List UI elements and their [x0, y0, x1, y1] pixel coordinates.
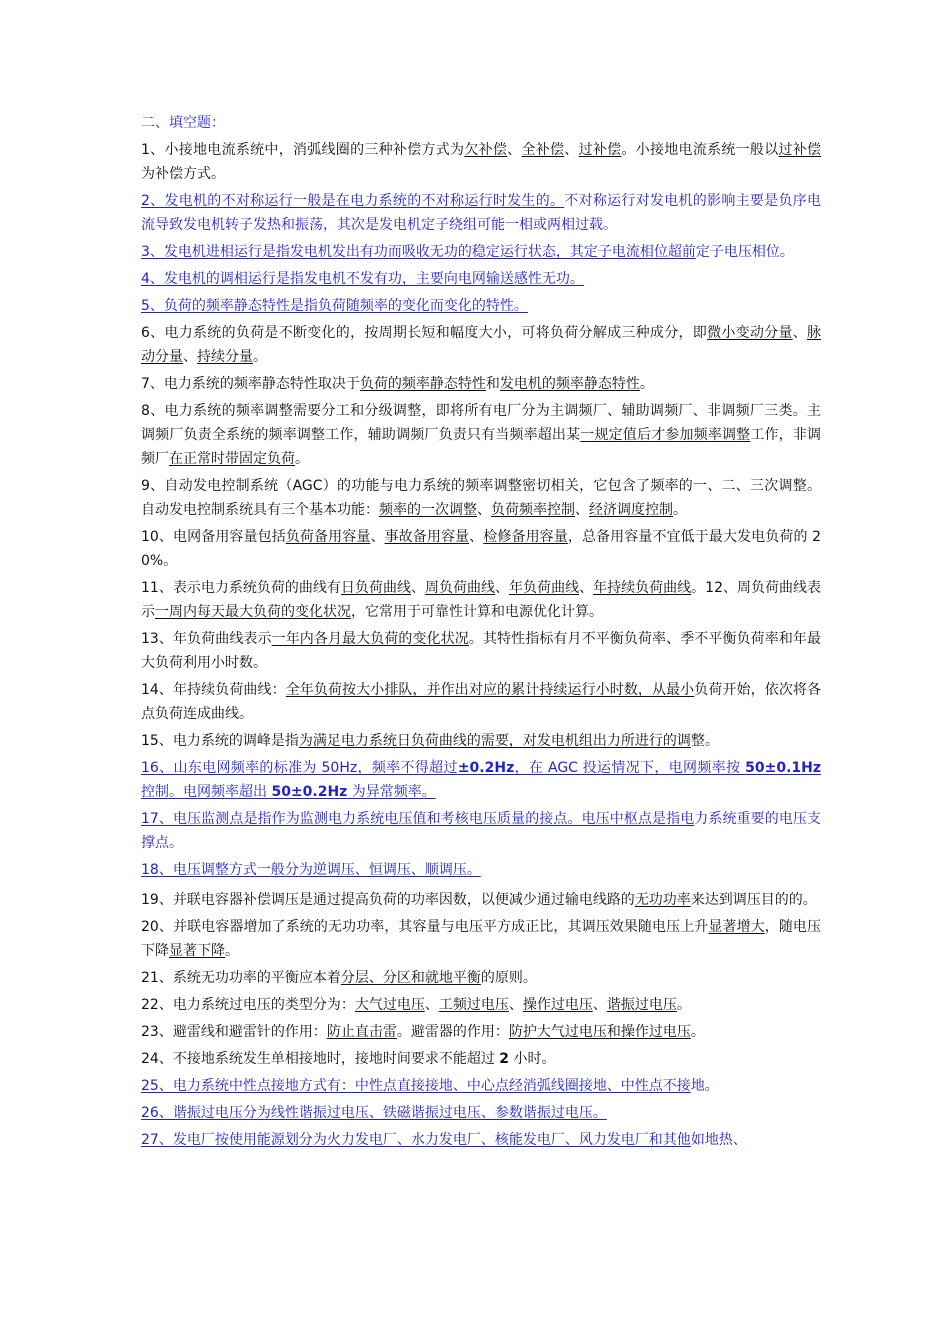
underlined-text: 负荷备用容量 [285, 529, 371, 545]
underlined-text: 负荷频率控制 [491, 502, 575, 518]
paragraph-11 [141, 576, 821, 624]
underlined-text: 2、发电机的不对称运行一般是在电力系统的不对称运行时发生的。 [141, 193, 565, 209]
text-run: 24、不接地系统发生单相接地时，接地时间要求不能超过 [141, 1051, 500, 1067]
underlined-text: 控制。电网频率超出 [141, 784, 272, 800]
text-run: 和 [485, 376, 500, 392]
underlined-text: 防止直击雷 [326, 1024, 397, 1040]
text-run: 15、电力系统的调峰是指 [141, 733, 299, 749]
text-run: 、 [579, 580, 594, 596]
paragraph-2 [141, 189, 821, 237]
text-run: 小时。 [509, 1051, 556, 1067]
underlined-text: 防护大气过电压和操作过电压 [508, 1024, 691, 1040]
text-run: 20、并联电容器增加了系统的无功功率，其容量与电压平方成正比，其调压效果随电压上升 [141, 919, 709, 935]
underlined-text: 26、谐振过电压分为线性谐振过电压、铁磁谐振过电压、参数谐振过电压。 [141, 1105, 607, 1121]
text-run: 、 [507, 142, 522, 158]
text-run: 。 [690, 1024, 705, 1040]
underlined-text: 4、发电机的调相运行是指发电机不发有功，主要向电网输送感性无功。 [141, 271, 584, 287]
text-run: ，它常用于可靠性计算和电源优化计算。 [351, 604, 603, 620]
paragraph-24 [141, 1074, 821, 1098]
text-run: 14、年持续负荷曲线： [141, 682, 286, 698]
paragraph-16 [141, 807, 821, 855]
underlined-text: 17、电压监测点是指作为监测电力系统电压值和考核电压质量的接点。电压中枢点是指电 [141, 811, 695, 827]
underlined-text: 在正常时带固定负荷 [169, 451, 295, 467]
text-run: 、 [564, 142, 579, 158]
text-run: 2 [499, 1051, 510, 1067]
text-run: 、 [792, 325, 808, 341]
text-run: 。 [673, 502, 687, 518]
text-run: 9、自动发电控制系统（AGC）的功能与电力系统的频率调整密切相关，它包含了频率的一、二、三次调整。自动发电控制系统具有三个基本功能： [141, 478, 821, 518]
paragraph-26 [141, 1128, 821, 1152]
text-run: 、 [508, 997, 523, 1013]
text-run: 6、电力系统的负荷是不断变化的，按周期长短和幅度大小，可将负荷分解成三种成分，即 [141, 325, 708, 341]
text-run: 为补偿方式。 [141, 166, 225, 182]
paragraph-1 [141, 138, 821, 186]
text-run: 的原则。 [480, 970, 537, 986]
text-run: 。 [253, 349, 267, 365]
text-run: 工作，非调频厂 [141, 427, 822, 467]
underlined-text: 18、电压调整方式一般分为逆调压、恒调压、顺调压。 [141, 862, 481, 878]
text-run: 。 [639, 376, 654, 392]
text-run: 7、电力系统的频率静态特性取决于 [141, 376, 360, 392]
underlined-text: 5、负荷的频率静态特性是指负荷随频率的变化而变化的特性。 [141, 298, 528, 314]
underlined-text: 50±0.1Hz [745, 760, 821, 776]
underlined-text: 频率的一次调整 [379, 502, 477, 518]
text-run: 、 [575, 502, 589, 518]
text-run: 、 [495, 580, 510, 596]
underlined-text: 分层、分区和就地平衡 [340, 970, 481, 986]
text-run: 。 [676, 997, 691, 1013]
underlined-text: 工频过电压 [438, 997, 509, 1013]
text-run: 、 [424, 997, 439, 1013]
text-run: 22、电力系统过电压的类型分为： [141, 997, 355, 1013]
paragraph-17 [141, 858, 821, 882]
paragraph-12 [141, 627, 821, 675]
text-run: 。 [225, 943, 239, 959]
underlined-text: 为异常频率。 [347, 784, 436, 800]
underlined-text: 一周内每天最大负荷的变化状况 [155, 604, 351, 620]
text-run: 来达到调压目的的。 [690, 892, 817, 908]
underlined-text: ，在 AGC 投运情况下，电网频率按 [514, 760, 746, 776]
text-run: 。避雷器的作用： [396, 1024, 509, 1040]
underlined-text: 27、发电厂按使用能源划分为火力发电厂、水力发电厂、核能发电厂、风力发电厂和其他 [141, 1132, 691, 1148]
underlined-text: 大气过电压 [354, 997, 425, 1013]
underlined-text: 年负荷曲线 [509, 580, 580, 596]
underlined-text: 脉动分量 [141, 325, 822, 365]
underlined-text: 3、发电机进相运行是指发电机发出有功而吸收无功的稳定运行状态，其定子电流相位超前 [141, 244, 696, 260]
text-run: 。小接地电流系统一般以 [621, 142, 779, 158]
underlined-text: 事故备用容量 [384, 529, 470, 545]
text-run: 13、年负荷曲线表示 [141, 631, 272, 647]
text-run: 、 [183, 349, 197, 365]
text-run: 、 [469, 529, 484, 545]
paragraph-list [141, 138, 821, 1152]
underlined-text: 发电机的频率静态特性 [499, 376, 640, 392]
paragraph-19 [141, 915, 821, 963]
paragraph-23 [141, 1047, 821, 1071]
paragraph-5 [141, 294, 821, 318]
paragraph-9 [141, 474, 821, 522]
paragraph-21 [141, 993, 821, 1017]
section-heading: 二、填空题： [141, 115, 225, 131]
text-run: 、 [592, 997, 607, 1013]
underlined-text: 显著增大 [708, 919, 765, 935]
underlined-text: 年持续负荷曲线 [593, 580, 692, 596]
underlined-text: 16、山东电网频率的标准为 50Hz，频率不得超过 [141, 760, 458, 776]
underlined-text: 检修备用容量 [483, 529, 568, 545]
text-run: 、 [410, 580, 425, 596]
text-run: ，总备用容量不宜低于最大发电负荷的 20%。 [141, 529, 822, 569]
text-run: ，随电压下降 [141, 919, 822, 959]
paragraph-18 [141, 888, 821, 912]
text-run: 1、小接地电流系统中，消弧线圈的三种补偿方式为 [141, 142, 465, 158]
underlined-text: 欠补偿 [464, 142, 508, 158]
paragraph-4 [141, 267, 821, 291]
paragraph-14 [141, 729, 821, 753]
paragraph-25 [141, 1101, 821, 1125]
underlined-text: 一年内各月最大负荷的变化状况 [271, 631, 469, 647]
text-run: 。其特性指标有月不平衡负荷率、季不平衡负荷率和年最大负荷利用小时数。 [141, 631, 822, 671]
paragraph-7 [141, 372, 821, 396]
text-run: 不对称运行对发电机的影响主要是负序电流导致发电机转子发热和振荡，其次是发电机定子绕组可能一相或两相过载。 [141, 193, 822, 233]
underlined-text: 日负荷曲线 [340, 580, 411, 596]
text-run: 、 [477, 502, 491, 518]
text-run: 力系统重要的电压支撑点。 [141, 811, 822, 851]
underlined-text: ±0.2Hz [457, 760, 515, 776]
underlined-text: 过补偿 [778, 142, 822, 158]
underlined-text: 25、电力系统中性点接地方式有：中性点直接接地、中心点经消弧线圈接地、中性点不接 [141, 1078, 691, 1094]
text-run: 21、系统无功功率的平衡应本着 [141, 970, 341, 986]
underlined-text: 操作过电压 [522, 997, 593, 1013]
text-run: 。 [295, 451, 309, 467]
underlined-text: 过补偿 [578, 142, 622, 158]
text-run: 负荷开始，依次将各点负荷连成曲线。 [141, 682, 821, 722]
text-run: 如地热、 [690, 1132, 747, 1148]
text-run: 11、表示电力系统负荷的曲线有 [141, 580, 341, 596]
text-run: 10、电网备用容量包括 [141, 529, 286, 545]
paragraph-22 [141, 1020, 821, 1044]
underlined-text: 显著下降 [169, 943, 225, 959]
text-run: 8、电力系统的频率调整需要分工和分级调整，即将所有电厂分为主调频厂、辅助调频厂、非调频厂三类。主调频厂负责全系统的频率调整工作，辅助调频厂负责只有当频率超出某 [141, 403, 821, 443]
paragraph-10 [141, 525, 821, 573]
underlined-text: 为满足电力系统日负荷曲线的需要，对发电机组出力所进行的调 [298, 733, 691, 749]
paragraph-15 [141, 756, 821, 804]
underlined-text: 谐振过电压 [606, 997, 677, 1013]
underlined-text: 一规定值后才参加频率调整 [580, 427, 751, 443]
paragraph-20 [141, 966, 821, 990]
text-run: 整。 [690, 733, 719, 749]
underlined-text: 负荷的频率静态特性 [359, 376, 486, 392]
document-page [141, 112, 821, 1155]
underlined-text: 经济调度控制 [589, 502, 673, 518]
text-run: 、 [370, 529, 385, 545]
text-run: 地。 [690, 1078, 719, 1094]
underlined-text: 全补偿 [521, 142, 565, 158]
paragraph-8 [141, 399, 821, 471]
paragraph-6 [141, 321, 821, 369]
text-run: 。12、周负荷曲线表示 [141, 580, 822, 620]
underlined-text: 周负荷曲线 [424, 580, 496, 596]
underlined-text: 持续分量 [197, 349, 253, 365]
text-run: 定子电压相位。 [695, 244, 794, 260]
text-run: 19、并联电容器补偿调压是通过提高负荷的功率因数，以便减少通过输电线路的 [141, 892, 635, 908]
underlined-text: 微小变动分量 [707, 325, 793, 341]
underlined-text: 50±0.2Hz [271, 784, 348, 800]
paragraph-13 [141, 678, 821, 726]
text-run: 23、避雷线和避雷针的作用： [141, 1024, 327, 1040]
paragraph-3 [141, 240, 821, 264]
underlined-text: 无功功率 [634, 892, 691, 908]
underlined-text: 全年负荷按大小排队，并作出对应的累计持续运行小时数，从最小 [285, 682, 695, 698]
